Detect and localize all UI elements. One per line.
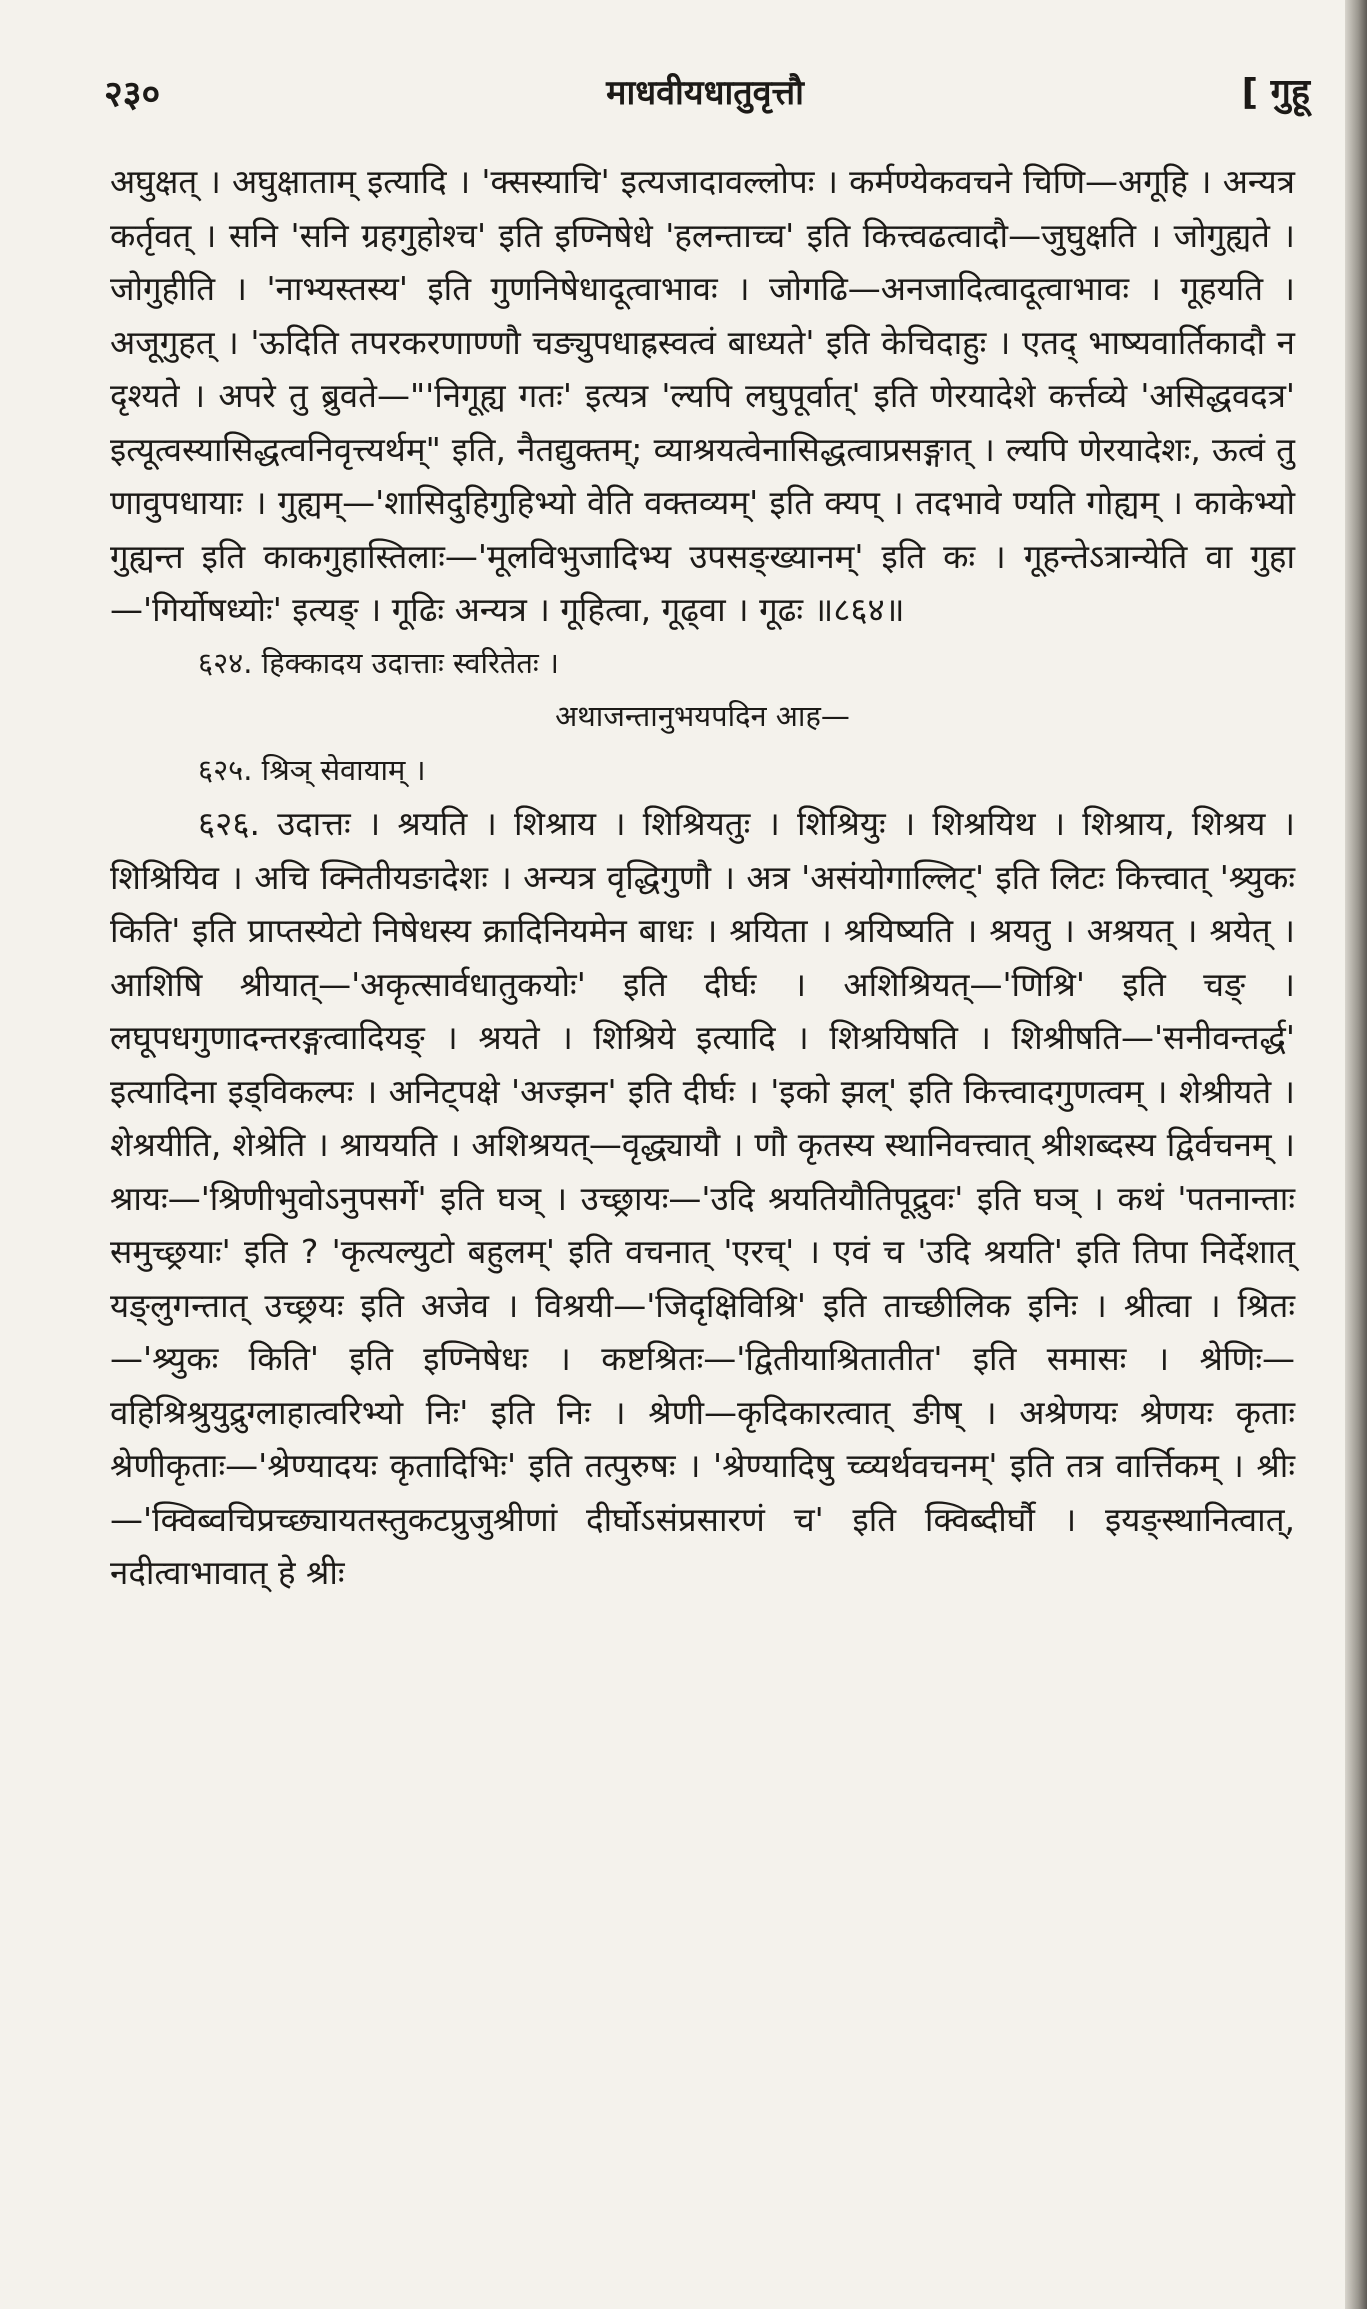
page-header: [100, 58, 1310, 118]
section-heading: अथाजन्तानुभयपदिन आह—: [555, 699, 850, 733]
running-title: माधवीयधातुवृत्तौ: [606, 73, 804, 113]
page-edge: [1345, 0, 1367, 2309]
entry-624: ६२४. हिक्कादय उदात्ताः स्वरितेतः ।: [198, 645, 559, 680]
paragraph-guhu-continued: अघुक्षत् । अघुक्षाताम् इत्यादि । 'क्सस्याचि' इत्यजादावल्लोपः । कर्मण्येकवचने चिणि—अगूहि । अन्यत्र कर्तृवत् । सनि 'सनि ग्रहगुहोश्च' इति इण्निषेधे 'हलन्ताच्च' इति कित्त्वढत्वादौ—जुघुक्षति । जोगुह्यते । जोगुहीति । 'नाभ्यस्तस्य' इति गुणनिषेधादूत्वाभावः । जोगढि—अनजादित्वादूत्वाभावः । गूहयति । अजूगुहत् । 'ऊदिति तपरकरणाण्णौ चङ्युपधाह्रस्वत्वं बाध्यते' इति केचिदाहुः । एतद् भाष्यवार्तिकादौ न दृश्यते । अपरे तु ब्रुवते—"'निगूह्य गतः' इत्यत्र 'ल्यपि लघुपूर्वात्' इति णेरयादेशे कर्त्तव्ये 'असिद्धवदत्र' इत्यूत्वस्यासिद्धत्वनिवृत्त्यर्थम्" इति, नैतद्युक्तम्; व्याश्रयत्वेनासिद्धत्वाप्रसङ्गात् । ल्यपि णेरयादेशः, ऊत्वं तु णावुपधायाः । गुह्यम्—'शासिदुहिगुहिभ्यो वेति वक्तव्यम्' इति क्यप् । तदभावे ण्यति गोह्यम् । काकेभ्यो गुह्यन्त इति काकगुहास्तिलाः—'मूलविभुजादिभ्य उपसङ्ख्यानम्' इति कः । गूहन्तेऽत्रान्येति वा गुहा—'गिर्योषध्योः' इत्यङ् । गूढिः अन्यत्र । गूहित्वा, गूढ्वा । गूढः ॥८६४॥: [110, 162, 1295, 629]
entry-625: ६२५. श्रिञ् सेवायाम् ।: [198, 752, 426, 787]
section-tag: [ गुहू: [1241, 72, 1310, 113]
entry-626: ६२६. उदात्तः । श्रयति । शिश्राय । शिश्रियतुः । शिश्रियुः । शिश्रयिथ । शिश्राय, शिश्रय । शिश्रियिव । अचि क्नितीयङादेशः । अन्यत्र वृद्धिगुणौ । अत्र 'असंयोगाल्लिट्' इति लिटः कित्त्वात् 'श्र्युकः किति' इति प्राप्तस्येटो निषेधस्य क्रादिनियमेन बाधः । श्रयिता । श्रयिष्यति । श्रयतु । अश्रयत् । श्रयेत् । आशिषि श्रीयात्—'अकृत्सार्वधातुकयोः' इति दीर्घः । अशिश्रियत्—'णिश्रि' इति चङ् । लघूपधगुणादन्तरङ्गत्वादियङ् । श्रयते । शिश्रिये इत्यादि । शिश्रयिषति । शिश्रीषति—'सनीवन्तर्द्ध' इत्यादिना इड्विकल्पः । अनिट्पक्षे 'अज्झन' इति दीर्घः । 'इको झल्' इति कित्त्वादगुणत्वम् । शेश्रीयते । शेश्रयीति, शेश्रेति । श्राययति । अशिश्रयत्—वृद्ध्यायौ । णौ कृतस्य स्थानिवत्त्वात् श्रीशब्दस्य द्विर्वचनम् । श्रायः—'श्रिणीभुवोऽनुपसर्गे' इति घञ् । उच्छ्रायः—'उदि श्रयतियौतिपूद्रुवः' इति घञ् । कथं 'पतनान्ताः समुच्छ्रयाः' इति ? 'कृत्यल्युटो बहुलम्' इति वचनात् 'एरच्' । एवं च 'उदि श्रयति' इति तिपा निर्देशात् यङ्लुगन्तात् उच्छ्रयः इति अजेव । विश्रयी—'जिदृक्षिविश्रि' इति ताच्छीलिक इनिः । श्रीत्वा । श्रितः—'श्र्युकः किति' इति इण्निषेधः । कष्टश्रितः—'द्वितीयाश्रितातीत' इति समासः । श्रेणिः—वहिश्रिश्रुयुद्रुग्लाहात्वरिभ्यो निः' इति निः । श्रेणी—कृदिकारत्वात् ङीष् । अश्रेणयः श्रेणयः कृताः श्रेणीकृताः—'श्रेण्यादयः कृतादिभिः' इति तत्पुरुषः । 'श्रेण्यादिषु च्व्यर्थवचनम्' इति तत्र वार्त्तिकम् । श्रीः—'क्विब्वचिप्रच्छ्यायतस्तुकटप्रुजुश्रीणां दीर्घोऽसंप्रसारणं च' इति क्विब्दीर्घौ । इयङ्स्थानित्वात्, नदीत्वाभावात् हे श्रीः: [110, 804, 1295, 1592]
page-number: २३०: [104, 74, 161, 115]
page-body: [110, 155, 1295, 1600]
